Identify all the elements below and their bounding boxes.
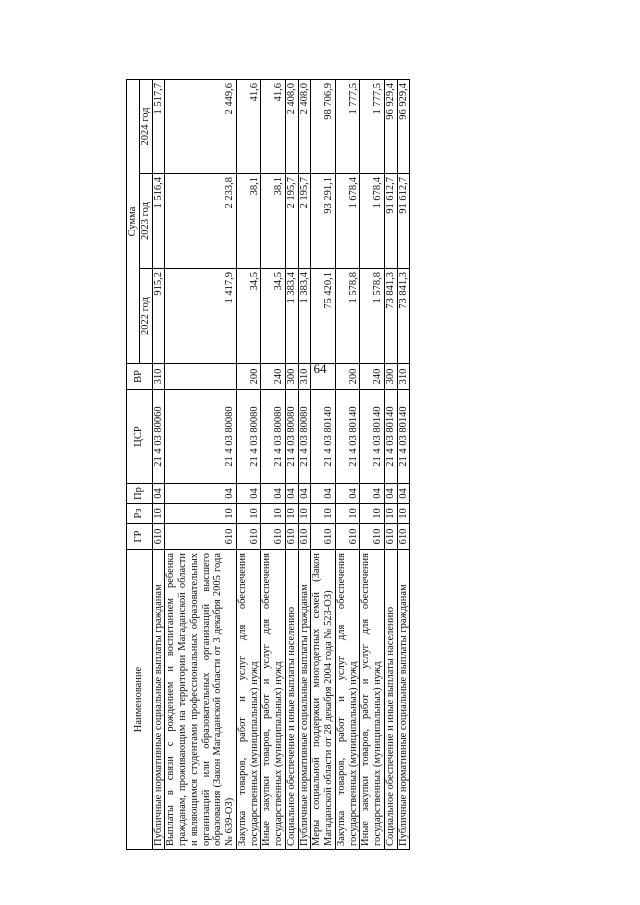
cell-2022: 1 383,4 [298,269,311,364]
cell-2022: 75 420,1 [311,269,336,364]
cell-vr: 200 [335,364,360,390]
header-csr: ЦСР [127,390,153,484]
table-row [335,79,360,849]
cell-gr: 610 [165,524,237,550]
cell-name: Социальное обеспечение и иные выплаты населению [285,550,298,850]
table-row [152,79,165,849]
table-row [285,79,298,849]
cell-gr: 610 [285,524,298,550]
table-row [360,79,385,849]
cell-pr: 04 [261,484,286,504]
cell-name: Публичные нормативные социальные выплаты гражданам [397,550,410,850]
cell-2023: 2 233,8 [165,174,237,269]
cell-2023: 2 195,7 [298,174,311,269]
cell-rz: 10 [261,504,286,524]
cell-gr: 610 [397,524,410,550]
table-row [397,79,410,849]
cell-2024: 1 777,5 [335,79,360,173]
cell-2022: 1 417,9 [165,269,237,364]
cell-csr: 21 4 03 80080 [298,390,311,484]
table-row [311,79,336,849]
cell-rz: 10 [384,504,397,524]
cell-pr: 04 [298,484,311,504]
cell-2023: 1 678,4 [335,174,360,269]
cell-vr: 310 [298,364,311,390]
cell-rz: 10 [165,504,237,524]
cell-vr: 240 [360,364,385,390]
cell-2024: 41,6 [261,79,286,173]
cell-vr: 310 [152,364,165,390]
cell-csr: 21 4 03 80080 [285,390,298,484]
cell-gr: 610 [311,524,336,550]
cell-pr: 04 [335,484,360,504]
header-2024: 2024 год [139,79,152,173]
cell-csr: 21 4 03 80140 [397,390,410,484]
cell-pr: 04 [152,484,165,504]
cell-vr: 240 [261,364,286,390]
cell-gr: 610 [261,524,286,550]
cell-pr: 04 [285,484,298,504]
cell-2024: 96 929,4 [384,79,397,173]
header-rz: Рз [127,504,153,524]
cell-2022: 1 578,8 [335,269,360,364]
cell-vr [311,364,336,390]
cell-vr: 300 [285,364,298,390]
table-row [165,79,237,849]
cell-2024: 2 449,6 [165,79,237,173]
cell-2023: 1 516,4 [152,174,165,269]
cell-name: Закупка товаров, работ и услуг для обеспечения государственных (муниципальных) нужд [236,550,261,850]
cell-2022: 915,2 [152,269,165,364]
cell-name: Меры социальной поддержки многодетных семей (Закон Магаданской области от 28 декабря 2004 года № 523-ОЗ) [311,550,336,850]
cell-2023: 38,1 [261,174,286,269]
table-body [152,79,410,849]
cell-2024: 98 706,9 [311,79,336,173]
table-header [127,79,153,849]
cell-2023: 91 612,7 [384,174,397,269]
header-pr: Пр [127,484,153,504]
rotated-table-container [126,80,431,850]
cell-2023: 93 291,1 [311,174,336,269]
cell-rz: 10 [311,504,336,524]
cell-2024: 1 777,5 [360,79,385,173]
cell-2024: 2 408,0 [285,79,298,173]
cell-pr: 04 [311,484,336,504]
cell-name: Социальное обеспечение и иные выплаты населению [384,550,397,850]
cell-csr: 21 4 03 80080 [165,390,237,484]
header-vr: ВР [127,364,153,390]
cell-2024: 96 929,4 [397,79,410,173]
cell-2024: 1 517,7 [152,79,165,173]
cell-name: Закупка товаров, работ и услуг для обеспечения государственных (муниципальных) нужд [335,550,360,850]
cell-2022: 73 841,3 [384,269,397,364]
cell-pr: 04 [384,484,397,504]
cell-name: Публичные нормативные социальные выплаты гражданам [152,550,165,850]
cell-csr: 21 4 03 80080 [236,390,261,484]
cell-vr: 310 [397,364,410,390]
cell-pr: 04 [236,484,261,504]
cell-name: Иные закупки товаров, работ и услуг для обеспечения государственных (муниципальных) нужд [261,550,286,850]
cell-2022: 34,5 [236,269,261,364]
header-2022: 2022 год [139,269,152,364]
table-row [298,79,311,849]
cell-vr [165,364,237,390]
cell-2024: 2 408,0 [298,79,311,173]
cell-name: Публичные нормативные социальные выплаты гражданам [298,550,311,850]
cell-rz: 10 [360,504,385,524]
cell-rz: 10 [236,504,261,524]
cell-gr: 610 [360,524,385,550]
cell-2023: 91 612,7 [397,174,410,269]
cell-2022: 73 841,3 [397,269,410,364]
cell-gr: 610 [152,524,165,550]
cell-2023: 38,1 [236,174,261,269]
page-number: 64 [313,361,327,376]
cell-name: Выплаты в связи с рождением и воспитанием ребенка гражданам, проживающим на территории Магаданской области и являющимся студентами профессиональных образовательных организаций или образовательных организаций высшего образования (Закон Магаданской области от 3 декабря 2005 года № 639-ОЗ) [165,550,237,850]
table-row [384,79,397,849]
cell-2024: 41,6 [236,79,261,173]
header-gr: ГР [127,524,153,550]
cell-name: Иные закупки товаров, работ и услуг для обеспечения государственных (муниципальных) нужд [360,550,385,850]
header-2023: 2023 год [139,174,152,269]
cell-csr: 21 4 03 80140 [335,390,360,484]
cell-rz: 10 [397,504,410,524]
table-row [236,79,261,849]
cell-rz: 10 [285,504,298,524]
cell-gr: 610 [236,524,261,550]
cell-2022: 1 578,8 [360,269,385,364]
cell-rz: 10 [152,504,165,524]
cell-csr: 21 4 03 80060 [152,390,165,484]
header-name: Наименование [127,550,153,850]
cell-csr: 21 4 03 80140 [384,390,397,484]
cell-gr: 610 [335,524,360,550]
cell-2023: 2 195,7 [285,174,298,269]
cell-csr: 21 4 03 80140 [311,390,336,484]
cell-vr: 200 [236,364,261,390]
cell-csr: 21 4 03 80080 [261,390,286,484]
budget-table [126,79,410,850]
cell-csr: 21 4 03 80140 [360,390,385,484]
cell-pr: 04 [165,484,237,504]
table-row [261,79,286,849]
cell-gr: 610 [298,524,311,550]
cell-2022: 34,5 [261,269,286,364]
header-sum: Сумма [127,79,140,363]
cell-2022: 1 383,4 [285,269,298,364]
cell-pr: 04 [360,484,385,504]
cell-2023: 1 678,4 [360,174,385,269]
cell-rz: 10 [335,504,360,524]
cell-pr: 04 [397,484,410,504]
cell-gr: 610 [384,524,397,550]
cell-rz: 10 [298,504,311,524]
cell-vr: 300 [384,364,397,390]
